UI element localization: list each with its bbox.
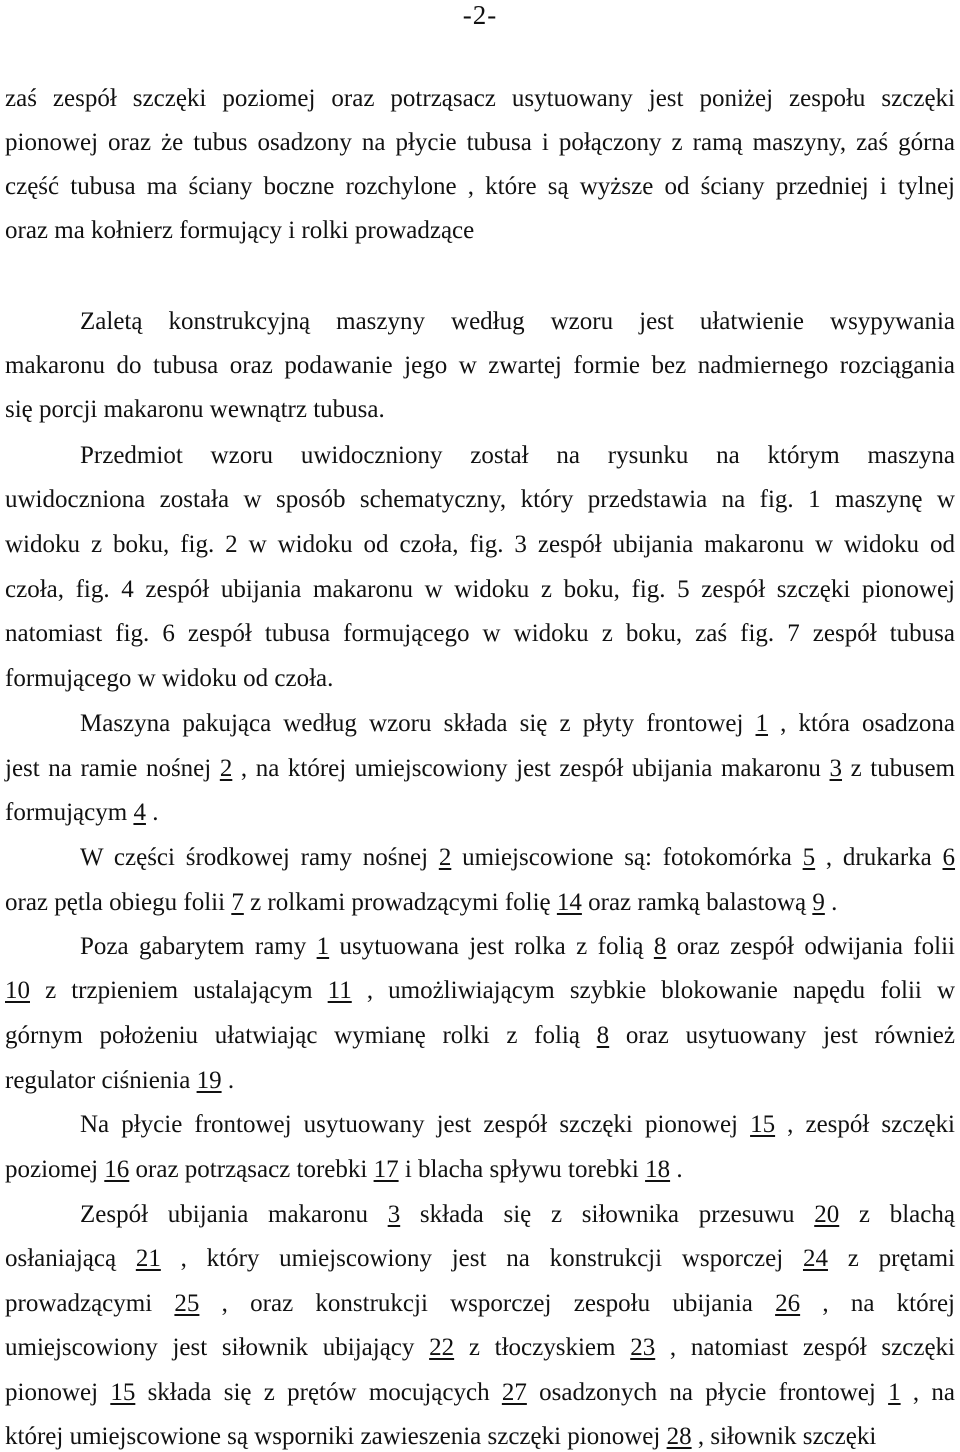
text-segment: Na płycie frontowej usytuowany jest zespół szczęki pionowej: [80, 1111, 751, 1138]
text-line: [5, 1244, 955, 1274]
reference-number: 9: [812, 889, 825, 916]
reference-number: 15: [750, 1111, 776, 1138]
reference-number: 6: [942, 844, 956, 871]
text-line: [5, 395, 955, 425]
reference-number: 1: [316, 933, 330, 960]
text-line: [5, 1289, 955, 1319]
text-line: [5, 530, 955, 560]
text-segment: której umiejscowione są wsporniki zawieszenia szczęki pionowej: [5, 1423, 667, 1450]
text-line: [80, 307, 955, 337]
text-segment: widoku z boku, fig. 2 w widoku od czoła, fig. 3 zespół ubijania makaronu w widoku od: [5, 531, 955, 558]
text-line: [5, 1066, 955, 1096]
text-segment: uwidoczniona została w sposób schematyczny, który przedstawia na fig. 1 maszynę w: [5, 486, 955, 513]
text-segment: usytuowana jest rolka z folią: [329, 933, 654, 960]
text-line: [5, 575, 955, 605]
text-segment: oraz zespół odwijania folii: [666, 933, 956, 960]
text-line: [5, 1333, 955, 1363]
text-segment: formującego w widoku od czoła.: [5, 665, 334, 692]
reference-number: 18: [645, 1156, 671, 1183]
text-segment: Zespół ubijania makaronu: [80, 1201, 388, 1228]
text-segment: , który umiejscowiony jest na konstrukcji wsporczej: [160, 1245, 803, 1272]
text-line: [5, 216, 955, 246]
text-segment: Przedmiot wzoru uwidoczniony został na rysunku na którym maszyna: [80, 442, 955, 469]
reference-number: 25: [174, 1290, 200, 1317]
text-segment: , na: [900, 1379, 955, 1406]
text-segment: się porcji makaronu wewnątrz tubusa.: [5, 396, 385, 423]
text-segment: .: [221, 1067, 235, 1094]
text-line: [80, 932, 955, 962]
text-line: [5, 172, 955, 202]
reference-number: 19: [196, 1067, 222, 1094]
text-segment: z tubusem: [842, 755, 955, 782]
text-segment: osadzonych na płycie frontowej: [526, 1379, 889, 1406]
text-line: [80, 1110, 955, 1140]
text-segment: z prętami: [827, 1245, 955, 1272]
reference-number: 16: [104, 1156, 130, 1183]
text-segment: składa się z siłownika przesuwu: [400, 1201, 815, 1228]
reference-number: 14: [556, 889, 582, 916]
text-segment: makaronu do tubusa oraz podawanie jego w zwartej formie bez nadmiernego rozciągania: [5, 352, 955, 379]
text-segment: , drukarka: [815, 844, 943, 871]
text-segment: .: [824, 889, 838, 916]
reference-number: 17: [373, 1156, 399, 1183]
text-line: [80, 843, 955, 873]
text-segment: pionowej oraz że tubus osadzony na płycie tubusa i połączony z ramą maszyny, zaś górna: [5, 129, 955, 156]
text-segment: formującym: [5, 799, 134, 826]
text-segment: część tubusa ma ściany boczne rozchylone , które są wyższe od ściany przedniej i tylnej: [5, 173, 955, 200]
reference-number: 4: [133, 799, 146, 826]
text-segment: , która osadzona: [768, 710, 955, 737]
text-line: [5, 128, 955, 158]
text-line: [5, 485, 955, 515]
page-number: -2-: [462, 0, 498, 30]
text-segment: i blacha spływu torebki: [398, 1156, 646, 1183]
text-segment: , na której: [800, 1290, 955, 1317]
text-segment: składa się z prętów mocujących: [135, 1379, 502, 1406]
text-segment: .: [145, 799, 159, 826]
reference-number: 20: [814, 1201, 840, 1228]
reference-number: 23: [630, 1334, 656, 1361]
text-segment: z trzpieniem ustalającym: [30, 977, 328, 1004]
reference-number: 21: [135, 1245, 161, 1272]
text-segment: osłaniającą: [5, 1245, 136, 1272]
reference-number: 8: [653, 933, 667, 960]
reference-number: 5: [802, 844, 816, 871]
text-line: [5, 754, 955, 784]
text-segment: Maszyna pakująca według wzoru składa się z płyty frontowej: [80, 710, 756, 737]
text-line: [80, 709, 955, 739]
reference-number: 28: [666, 1423, 692, 1450]
text-segment: umiejscowione są: fotokomórka: [451, 844, 803, 871]
text-segment: W części środkowej ramy nośnej: [80, 844, 439, 871]
text-segment: , siłownik szczęki: [691, 1423, 877, 1450]
reference-number: 1: [755, 710, 769, 737]
reference-number: 8: [596, 1022, 610, 1049]
reference-number: 1: [888, 1379, 901, 1406]
reference-number: 26: [775, 1290, 801, 1317]
reference-number: 15: [110, 1379, 136, 1406]
text-line: [5, 1422, 955, 1452]
text-segment: , oraz konstrukcji wsporczej zespołu ubijania: [199, 1290, 776, 1317]
text-segment: zaś zespół szczęki poziomej oraz potrząsacz usytuowany jest poniżej zespołu szczęki: [5, 85, 955, 112]
reference-number: 2: [438, 844, 452, 871]
text-segment: .: [670, 1156, 683, 1183]
reference-number: 22: [429, 1334, 455, 1361]
text-line: [5, 1378, 955, 1408]
text-segment: regulator ciśnienia: [5, 1067, 197, 1094]
text-segment: jest na ramie nośnej: [5, 755, 220, 782]
text-line: [5, 888, 955, 918]
text-segment: górnym położeniu ułatwiając wymianę rolki z folią: [5, 1022, 597, 1049]
text-segment: , natomiast zespół szczęki: [655, 1334, 955, 1361]
text-segment: z blachą: [839, 1201, 955, 1228]
text-segment: oraz pętla obiegu folii: [5, 889, 232, 916]
text-segment: poziomej: [5, 1156, 105, 1183]
text-segment: Poza gabarytem ramy: [80, 933, 317, 960]
reference-number: 11: [327, 977, 352, 1004]
text-line: [5, 976, 955, 1006]
text-segment: , na której umiejscowiony jest zespół ubijania makaronu: [232, 755, 830, 782]
text-segment: prowadzącymi: [5, 1290, 175, 1317]
text-segment: oraz ramką balastową: [581, 889, 813, 916]
text-line: [5, 664, 955, 694]
reference-number: 27: [501, 1379, 527, 1406]
text-segment: z rolkami prowadzącymi folię: [243, 889, 557, 916]
text-segment: umiejscowiony jest siłownik ubijający: [5, 1334, 430, 1361]
text-segment: pionowej: [5, 1379, 111, 1406]
text-line: [5, 619, 955, 649]
reference-number: 24: [802, 1245, 828, 1272]
text-segment: oraz ma kołnierz formujący i rolki prowadzące: [5, 217, 475, 244]
reference-number: 3: [387, 1201, 401, 1228]
reference-number: 7: [231, 889, 244, 916]
text-segment: oraz usytuowany jest również: [609, 1022, 956, 1049]
reference-number: 2: [219, 755, 233, 782]
text-segment: czoła, fig. 4 zespół ubijania makaronu w widoku z boku, fig. 5 zespół szczęki pionowej: [5, 576, 955, 603]
reference-number: 10: [5, 977, 30, 1004]
text-line: [5, 351, 955, 381]
text-segment: Zaletą konstrukcyjną maszyny według wzoru jest ułatwienie wsypywania: [80, 308, 955, 335]
text-segment: , zespół szczęki: [775, 1111, 955, 1138]
text-line: [80, 441, 955, 471]
text-segment: oraz potrząsacz torebki: [129, 1156, 374, 1183]
text-line: [80, 1200, 955, 1230]
text-line: [5, 84, 955, 114]
text-segment: natomiast fig. 6 zespół tubusa formującego w widoku z boku, zaś fig. 7 zespół tubusa: [5, 620, 955, 647]
reference-number: 3: [829, 755, 843, 782]
text-line: [5, 1155, 955, 1185]
text-line: [5, 798, 955, 828]
text-segment: z tłoczyskiem: [454, 1334, 631, 1361]
text-line: [5, 1021, 955, 1051]
text-segment: , umożliwiającym szybkie blokowanie napędu folii w: [351, 977, 956, 1004]
